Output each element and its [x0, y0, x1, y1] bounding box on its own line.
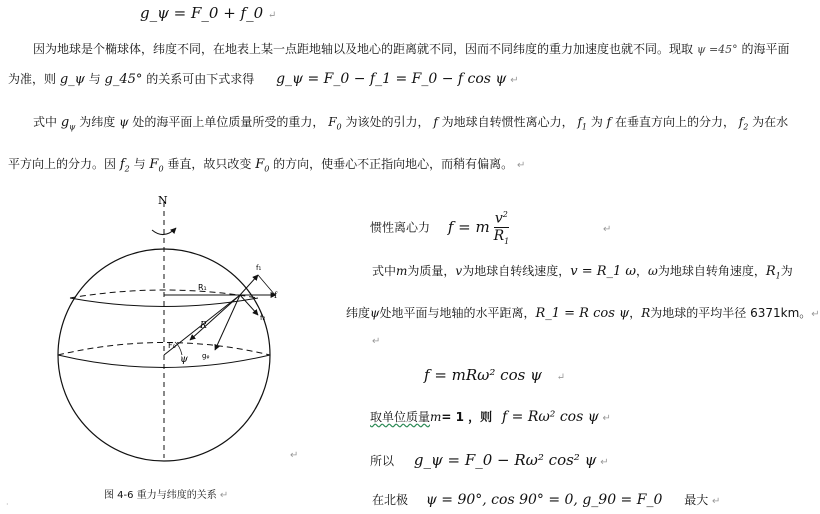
g-45: g_45°	[104, 72, 143, 87]
paragraph-text: 为地球自转惯性离心力，	[441, 115, 574, 129]
text: 处地平面与地轴的水平距离，	[379, 306, 536, 320]
paragraph-2	[8, 70, 519, 87]
psi-value: ψ =45°	[696, 43, 738, 56]
paragraph-text: 的方向，使垂心不正指向地心，而稍有偏离。	[273, 157, 514, 171]
formula-f-line	[424, 366, 565, 384]
paragraph-text: 与	[133, 157, 146, 171]
unit-mass-line: 取单位质量m= 1 ，则 f = Rω² cos ψ ↵	[370, 409, 611, 425]
para-mark: ↵	[267, 10, 277, 21]
paragraph-text: 平方向上的分力。因	[8, 157, 117, 171]
formula-pole: ψ = 90°, cos 90° = 0, g_90 = F_0	[425, 492, 663, 508]
para-mark: ↵	[517, 160, 526, 171]
text: 式中	[372, 264, 397, 278]
corner-mark: ·	[6, 500, 9, 509]
paragraph-text: 在垂直方向上的分力，	[614, 115, 735, 129]
para-mark: ↵	[510, 75, 519, 86]
formula-r1: R_1 = R cos ψ	[535, 306, 630, 321]
paragraph-text: 为该处的引力，	[345, 115, 430, 129]
formula-v: v = R_1 ω	[570, 264, 637, 279]
paragraph-text: 处的海平面上单位质量所受的重力，	[132, 115, 325, 129]
paragraph-3: 式中 $g_\psi$ 为纬度 ψ 处的海平面上单位质量所受的重力， $F_0$ 为该处的引力， f 为地球自转惯性离心力， $f_1$ 为 f 在垂直方向上的分力， $f_2$ 为在水	[33, 115, 789, 132]
paragraph-text: 为准，则	[8, 72, 57, 86]
para-mark: ↵	[372, 336, 381, 347]
text: = 1 ，则	[441, 410, 493, 424]
paragraph-text: 式中	[33, 115, 58, 129]
para-mark: ↵	[219, 490, 229, 501]
caption-text: 图 4-6 重力与纬度的关系	[104, 490, 217, 501]
paragraph-text: 为纬度	[79, 115, 116, 129]
paragraph-1	[33, 40, 790, 57]
para-mark: ↵	[712, 496, 721, 507]
paragraph-text: 垂直，故只改变	[167, 157, 252, 171]
paragraph-text: 与	[88, 72, 101, 86]
definitions-line-1: 式中m为质量，v为地球自转线速度，v = R_1 ω，ω为地球自转角速度，$R_1$为	[372, 264, 793, 281]
para-mark: ↵	[811, 309, 820, 320]
formula-f-unit: f = Rω² cos ψ	[502, 409, 599, 425]
paragraph-text: 因为地球是个椭球体，纬度不同，在地表上某一点距地轴以及地心的距离就不同，因而不同纬度的重力加速度也就不同。现取	[33, 42, 694, 56]
paragraph-text: 为在水	[752, 115, 789, 129]
para-mark: ↵	[603, 223, 612, 235]
vector-helper	[258, 275, 275, 295]
label-f1: f₁	[256, 264, 262, 272]
label-f: f	[274, 291, 277, 300]
label-r: R	[200, 321, 207, 331]
figure-caption	[104, 486, 228, 501]
label-g: gᵩ	[202, 352, 210, 360]
f0-vector	[190, 295, 240, 340]
label-n: N	[158, 194, 168, 207]
formula-top	[140, 4, 276, 22]
inertia-line: 惯性离心力 f = m $\frac{v^2}{R_1}$ ↵	[370, 207, 611, 249]
formula-f: f = mRω² cos ψ	[424, 366, 542, 384]
g-psi: g_ψ	[59, 72, 85, 87]
paragraph-text: 的海平面	[741, 42, 790, 56]
text: 在北极	[372, 493, 409, 507]
text: 为地球的平均半径 6371km。	[650, 306, 812, 320]
formula-top-text: g_ψ = F_0 + f_0	[140, 4, 264, 22]
para-mark: ↵	[600, 457, 609, 468]
text: 纬度	[346, 306, 371, 320]
label-psi: ψ	[180, 354, 188, 365]
formula-gravity: g_ψ = F_0 − f_1 = F_0 − f cos ψ	[276, 71, 507, 87]
label-f2: f₂	[260, 314, 266, 322]
formula-g-final: g_ψ = F_0 − Rω² cos² ψ	[413, 451, 597, 469]
text: 最大	[684, 493, 709, 507]
paragraph-text: 的关系可由下式求得	[146, 72, 255, 86]
text: 为质量，	[407, 264, 456, 278]
north-pole-line	[372, 491, 720, 508]
paragraph-4: 平方向上的分力。因 $f_2$ 与 $F_0$ 垂直，故只改变 $F_0$ 的方向，使垂心不正指向地心，而稍有偏离。 ↵	[8, 157, 526, 174]
paragraph-text: 为	[590, 115, 603, 129]
label-f0: F₀	[168, 341, 176, 350]
para-mark: ↵	[290, 450, 299, 461]
label-r1: R₁	[198, 283, 207, 292]
para-mark: ↵	[602, 413, 611, 424]
earth-gravity-figure	[40, 190, 280, 490]
text: 取单位质量	[370, 410, 431, 424]
inertia-label: 惯性离心力	[370, 220, 431, 235]
text: 为地球自转线速度，	[462, 264, 571, 278]
text: 为地球自转角速度，	[657, 264, 766, 278]
therefore-line	[370, 451, 609, 469]
text: 所以	[370, 454, 395, 468]
definitions-line-2: 纬度ψ处地平面与地轴的水平距离，R_1 = R cos ψ，R为地球的平均半径 6371km。↵	[346, 306, 820, 321]
para-mark: ↵	[556, 372, 566, 383]
